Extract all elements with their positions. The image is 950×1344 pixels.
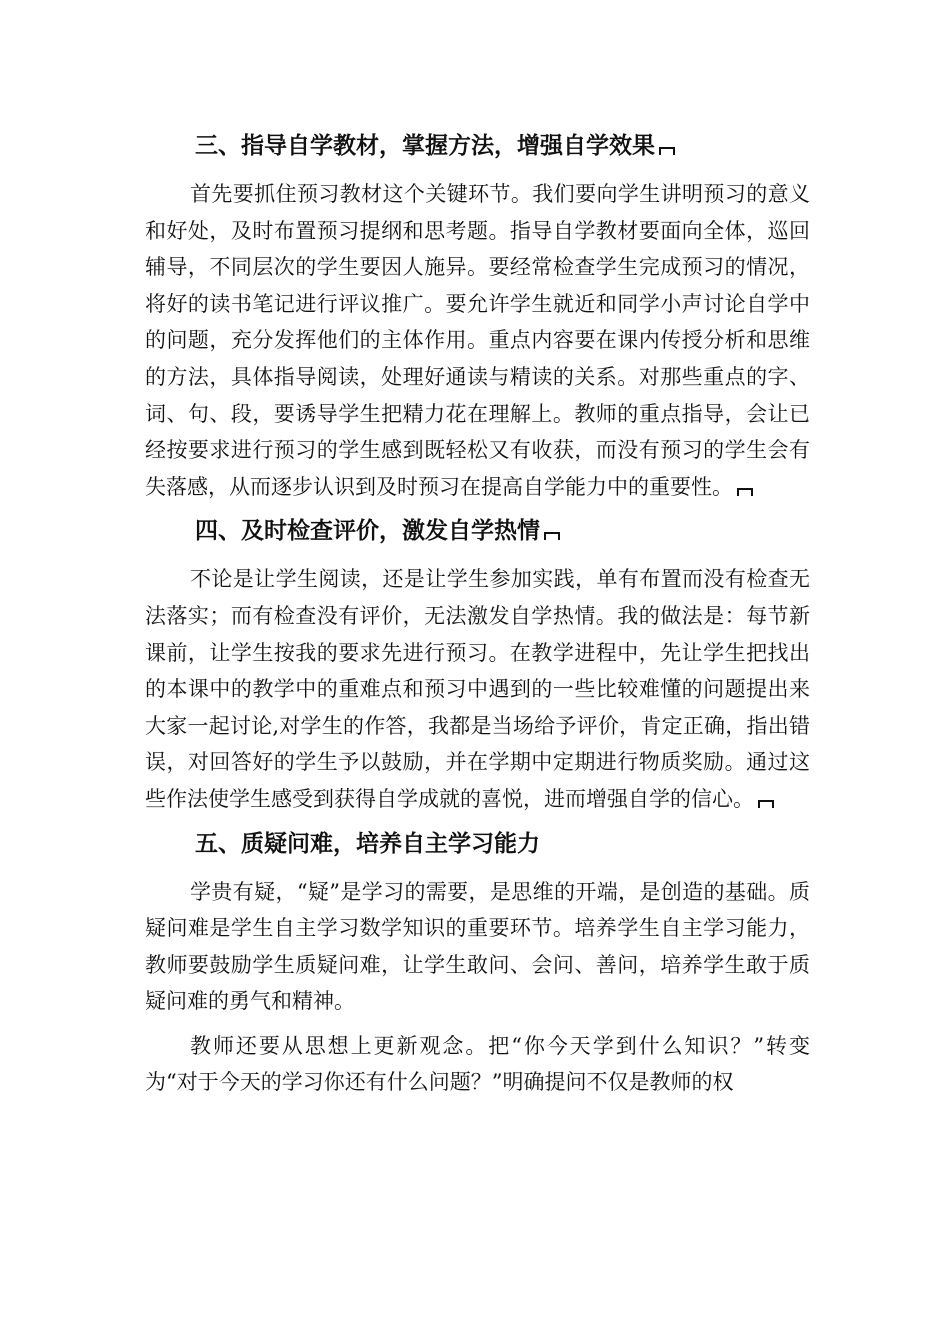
section-heading (145, 826, 810, 862)
section-heading-text: 四、及时检查评价，激发自学热情 (195, 518, 540, 545)
paragraph-text: 不论是让学生阅读，还是让学生参加实践，单有布置而没有检查无法落实；而有检查没有评价，无法激发自学热情。我的做法是：每节新课前，让学生按我的要求先进行预习。在教学进程中，先让学生把找出的本课中的教学中的重难点和预习中遇到的一些比较难懂的问题提出来大家一起讨论,对学生的作答，我都是当场给予评价，肯定正确，指出错误，对回答好的学生予以鼓励，并在学期中定期进行物质奖励。通过这些作法使学生感受到获得自学成就的喜悦，进而增强自学的信心。 (145, 567, 810, 811)
section-heading-text: 五、质疑问难，培养自主学习能力 (195, 830, 540, 857)
body-paragraph (145, 176, 810, 505)
body-paragraph (145, 561, 810, 817)
paragraph-mark-icon (737, 488, 753, 496)
section-heading-text: 三、指导自学教材，掌握方法，增强自学效果 (195, 133, 655, 159)
section-heading (145, 513, 810, 549)
paragraph-text: 教师还要从思想上更新观念。把“你今天学到什么知识？”转变为“对于今天的学习你还有什么问题？”明确提问不仅是教师的权 (145, 1033, 810, 1095)
section-3 (145, 128, 810, 505)
document-page (145, 128, 810, 1109)
body-paragraph (145, 874, 810, 1020)
paragraph-mark-icon (659, 147, 675, 155)
section-4 (145, 513, 810, 817)
paragraph-mark-icon (544, 532, 560, 540)
paragraph-text: 学贵有疑，“疑”是学习的需要，是思维的开端，是创造的基础。质疑问难是学生自主学习数学知识的重要环节。培养学生自主学习能力，教师要鼓励学生质疑问难，让学生敢问、会问、善问，培养学生敢于质疑问难的勇气和精神。 (145, 879, 810, 1014)
section-5 (145, 826, 810, 1102)
body-paragraph (145, 1028, 810, 1101)
paragraph-mark-icon (758, 800, 774, 808)
section-heading (145, 128, 810, 164)
paragraph-text: 首先要抓住预习教材这个关键环节。我们要向学生讲明预习的意义和好处，及时布置预习提纲和思考题。指导自学教材要面向全体，巡回辅导，不同层次的学生要因人施异。要经常检查学生完成预习的情况，将好的读书笔记进行评议推广。要允许学生就近和同学小声讨论自学中的问题，充分发挥他们的主体作用。重点内容要在课内传授分析和思维的方法，具体指导阅读，处理好通读与精读的关系。对那些重点的字、词、句、段，要诱导学生把精力花在理解上。教师的重点指导，会让已经按要求进行预习的学生感到既轻松又有收获，而没有预习的学生会有失落感，从而逐步认识到及时预习在提高自学能力中的重要性。 (145, 182, 810, 499)
